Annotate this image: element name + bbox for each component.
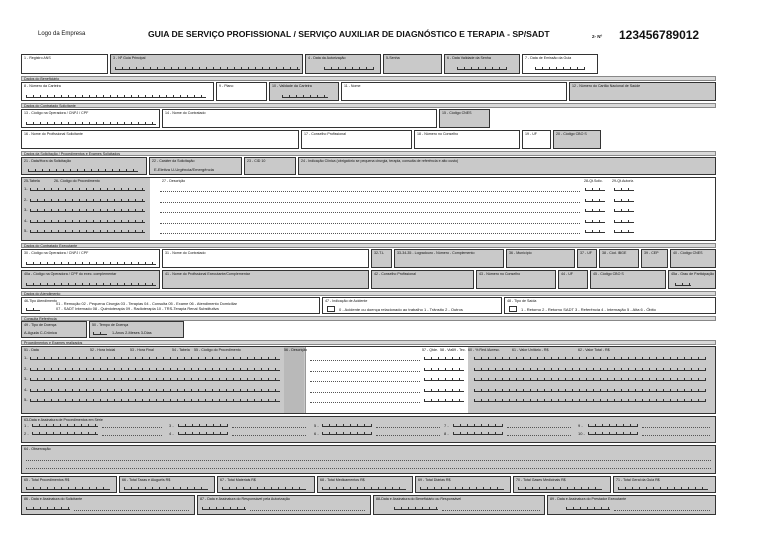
conselho-exec-field[interactable]: 42 - Conselho Profissional (371, 270, 474, 289)
guia-principal-field[interactable]: 3 - Nº Guia Principal (110, 54, 303, 74)
section-beneficiario: Dados do Beneficiário (21, 76, 716, 81)
tempo-options: 1-Anos 2-Meses 3-Dias (112, 331, 152, 335)
assinatura-solicitante-field[interactable]: 86 - Data e Assinatura do Solicitante (21, 495, 195, 515)
sadt-form (21, 20, 716, 520)
cbo-exec-field[interactable]: 45 - Código CBO S (590, 270, 666, 289)
uf-solic-field[interactable]: 19 - UF (522, 130, 551, 149)
logo-placeholder: Logo da Empresa (38, 31, 86, 37)
conselho-solic-field[interactable]: 17 - Conselho Profissional (301, 130, 412, 149)
senha-field[interactable]: 5-Senha (383, 54, 442, 74)
procedimentos-realizados-table: 51 - Data 52 - Hora Inicial 53 - Hora Final 54 - Tabela 55 - Código do Procedimento 56 - Descrição 57 - Qtde. 58 - Via 59 - Tec. 60 - % Red./Acresc. 61 - Valor Unitário - R$ 62 - Valor Total - R$ 1- 2- 3- 4- 5- (21, 346, 716, 414)
nome-profissional-exec-field[interactable]: 41 - Nome do Profissional Executante/Complementar (162, 270, 369, 289)
nome-contratado-exec-field[interactable]: 31 - Nome do Contratado (162, 249, 369, 268)
solic-row-numbers (24, 184, 28, 237)
nome-contratado-solic-field[interactable]: 14 - Nome do Contratado (162, 109, 437, 128)
serie-item-10: 10 - (578, 431, 585, 436)
solic-row-number: 3- (24, 207, 28, 212)
section-atendimento: Dados do Atendimento (21, 291, 716, 296)
uf-exec-field[interactable]: 37 - UF (577, 249, 597, 268)
realizados-row-number: 1- (24, 355, 28, 360)
section-executante: Dados do Contratado Executante (21, 243, 716, 248)
solic-row-number: 1- (24, 186, 28, 191)
tipo-atendimento-options-2: 07 - SADT Internado 08 - Quimioterapia 09 - Radioterapia 10 - TRS-Terapia Renal Substitutiva (56, 306, 219, 311)
total-medicamentos-field[interactable]: 68 - Total Medicamentos R$ (317, 476, 413, 493)
assinatura-prestador-field[interactable]: 89 - Data e Assinatura do Prestador Executante (547, 495, 716, 515)
cid10-field[interactable]: 23 - CID 10 (244, 157, 296, 175)
validade-carteira-field[interactable]: 10 - Validade da Carteira (269, 82, 339, 101)
solic-row-number: 2- (24, 196, 28, 202)
numero-conselho-solic-field[interactable]: 18 - Número no Conselho (414, 130, 520, 149)
codigo-operadora-solic-field[interactable]: 13 - Código na Operadora / CNPJ / CPF (21, 109, 160, 128)
registro-ans-field[interactable]: 1 - Registro ANS (21, 54, 108, 74)
total-diarias-field[interactable]: 69 - Total Diárias R$ (415, 476, 511, 493)
data-validade-senha-field[interactable]: 6 - Data Validade da Senha (444, 54, 520, 74)
total-procedimentos-field[interactable]: 65 - Total Procedimentos R$ (21, 476, 117, 493)
nome-beneficiario-field[interactable]: 11 - Nome (341, 82, 567, 101)
tipo-saida-field[interactable]: 48 - Tipo de Saída 1 - Retorno 2 - Retorno SADT 3 - Referência 4 - Internação 5 - Alta 6 - Óbito (504, 297, 716, 314)
data-autorizacao-field[interactable]: 4 - Data da Autorização (305, 54, 381, 74)
nome-profissional-solic-field[interactable]: 16 - Nome do Profissional Solicitante (21, 130, 299, 149)
observacao-field[interactable]: 64 - Observação (21, 445, 716, 474)
plano-field[interactable]: 9 - Plano (216, 82, 267, 101)
numero-conselho-exec-field[interactable]: 43 - Número no Conselho (476, 270, 556, 289)
assinaturas-serie-field[interactable]: 63-Data e Assinatura de Procedimentos em Série 1 - 3 - 5 - 7 - 9 - 2 - 4 - 6 - 8 - 10 - (21, 416, 716, 443)
codigo-operadora-exec-field[interactable]: 30 - Código na Operadora / CNPJ / CPF (21, 249, 160, 268)
cep-field[interactable]: 39 - CEP (641, 249, 668, 268)
municipio-field[interactable]: 36 - Município (506, 249, 575, 268)
tipo-atendimento-options-1: 01 - Remoção 02 - Pequena Cirurgia 03 - Terapias 04 - Consulta 05 - Exame 06 - Atendimento Domiciliar (56, 301, 237, 306)
serie-item-7: 7 - (444, 423, 449, 428)
uf2-exec-field[interactable]: 44 - UF (558, 270, 588, 289)
cbo-solic-field[interactable]: 20 - Código CBO S (553, 130, 601, 149)
carater-options: E-Eletiva U-Urgência/Emergência (154, 167, 214, 172)
doenca-options: A-Aguda C-Crônica (24, 331, 57, 335)
saida-checkbox[interactable] (509, 306, 517, 312)
section-realizados: Procedimentos e Exames realizados (21, 340, 716, 345)
total-gases-field[interactable]: 70 - Total Gases Medicinais R$ (513, 476, 611, 493)
acidente-options: 0 - Acidente ou doença relacionado ao trabalho 1 - Trânsito 2 - Outros (339, 307, 463, 312)
total-materiais-field[interactable]: 67 - Total Materiais R$ (217, 476, 315, 493)
serie-item-9: 9 - (578, 423, 583, 428)
serie-item-5: 5 - (314, 423, 319, 428)
guide-number-prefix: 2- Nº (592, 34, 603, 39)
total-taxas-field[interactable]: 66 - Total Taxas e Aluguéis R$ (119, 476, 215, 493)
section-solicitacao: Dados da Solicitação / Procedimentos e Exames Solicitados (21, 151, 716, 156)
codigo-exec-compl-field[interactable]: 40a - Código na Operadora / CPF do exec. complementar (21, 270, 160, 289)
serie-item-2: 2 - (24, 431, 29, 436)
realizados-row-number: 4- (24, 386, 28, 392)
grau-participacao-field[interactable]: 45a - Grau de Participação (668, 270, 716, 289)
data-emissao-field[interactable]: 7 - Data de Emissão da Guia (522, 54, 598, 74)
section-consulta: Consulta Referência (21, 316, 716, 321)
serie-item-4: 4 - (169, 431, 174, 436)
serie-item-1: 1 - (24, 423, 29, 428)
realizados-row-numbers (24, 353, 28, 406)
tipo-doenca-field[interactable]: 49 - Tipo de Doença A-Aguda C-Crônica (21, 321, 87, 338)
carteira-field[interactable]: 8 - Número da Carteira (21, 82, 214, 101)
section-solicitante: Dados do Contratado Solicitante (21, 103, 716, 108)
saida-options: 1 - Retorno 2 - Retorno SADT 3 - Referência 4 - Internação 5 - Alta 6 - Óbito (521, 307, 656, 312)
ibge-field[interactable]: 38 - Cód. IBGE (599, 249, 639, 268)
realizados-row-number: 3- (24, 376, 28, 381)
carater-solicitacao-field[interactable]: 22 - Caráter da Solicitação E-Eletiva U-Urgência/Emergência (149, 157, 242, 175)
procedimentos-solicitados-table: 25-Tabela 26- Código do Procedimento 27 - Descrição 28-Qt.Solic. 29-Qt.Autoriz. 1- 2- 3- 4- 5- (21, 177, 716, 241)
cns-field[interactable]: 12 - Número do Cartão Nacional de Saúde (569, 82, 716, 101)
data-hora-solicitacao-field[interactable]: 21 - Data/Hora da Solicitação (21, 157, 147, 175)
tl-field[interactable]: 32-T.L (371, 249, 392, 268)
assinatura-responsavel-field[interactable]: 87 - Data e Assinatura do Responsável pela Autorização (197, 495, 371, 515)
solic-row-number: 4- (24, 217, 28, 223)
guide-number: 123456789012 (619, 28, 700, 42)
indicacao-acidente-field[interactable]: 47 - Indicação de Acidente 0 - Acidente ou doença relacionado ao trabalho 1 - Trânsito 2 - Outros (322, 297, 502, 314)
indicacao-clinica-field[interactable]: 24 - Indicação Clínica (obrigatório se pequena cirurgia, terapia, consulta de referência e alto custo) (298, 157, 716, 175)
logradouro-field[interactable]: 33-34-35 - Logradouro - Número - Complemento (394, 249, 504, 268)
solic-row-number: 5- (24, 228, 28, 233)
tipo-atendimento-field[interactable]: 46-Tipo Atendimento 01 - Remoção 02 - Pequena Cirurgia 03 - Terapias 04 - Consulta 05 - Exame 06 - Atendimento Domiciliar 07 - SADT Internado 08 - Quimioterapia 09 - Radioterapia 10 - TRS-Terapia Renal Substitutiva (21, 297, 320, 314)
tempo-doenca-field[interactable]: 50 - Tempo de Doença 1-Anos 2-Meses 3-Dias (89, 321, 184, 338)
assinatura-beneficiario-field[interactable]: 88-Data e Assinatura do Beneficiário ou Responsável (373, 495, 545, 515)
realizados-row-number: 5- (24, 397, 28, 402)
serie-item-6: 6 - (314, 431, 319, 436)
form-title: GUIA DE SERVIÇO PROFISSIONAL / SERVIÇO AUXILIAR DE DIAGNÓSTICO E TERAPIA - SP/SADT (148, 29, 550, 39)
cnes-solic-field[interactable]: 15 - Código CNES (439, 109, 490, 128)
realizados-row-number: 2- (24, 365, 28, 371)
acidente-checkbox[interactable] (327, 306, 335, 312)
serie-item-8: 8 - (444, 431, 449, 436)
cnes-exec-field[interactable]: 40 - Código CNES (670, 249, 716, 268)
total-geral-field[interactable]: 71 - Total Geral da Guia R$ (613, 476, 716, 493)
serie-item-3: 3 - (169, 423, 174, 428)
